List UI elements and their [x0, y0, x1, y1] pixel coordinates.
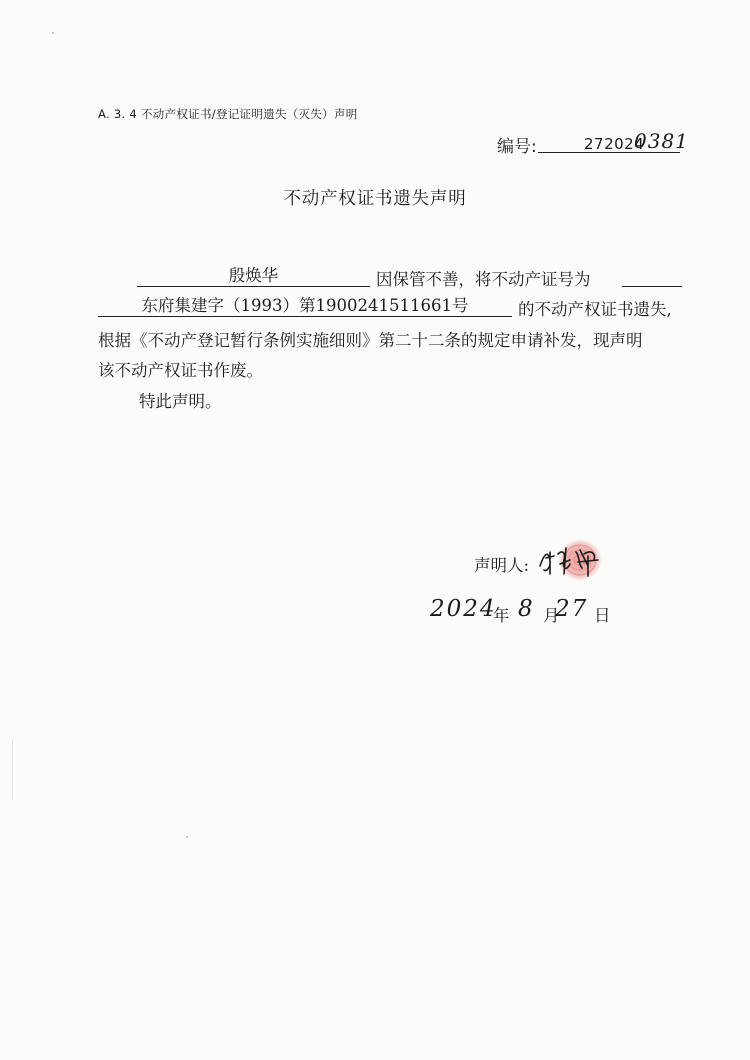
date-day-handwritten: 27 — [555, 596, 589, 622]
date-month-handwritten: 8 — [518, 596, 535, 622]
date-month-label: 月 — [543, 606, 560, 625]
handwritten-signature — [536, 540, 604, 580]
date-day-label: 日 — [594, 606, 611, 625]
document-title: 不动产权证书遗失声明 — [283, 189, 467, 209]
scan-speck — [186, 836, 188, 838]
statement-line-4: 该不动产权证书作废。 — [98, 361, 263, 380]
statement-line-3: 根据《不动产登记暂行条例实施细则》第二十二条的规定申请补发，现声明 — [98, 331, 643, 350]
declarant-label: 声明人: — [474, 556, 530, 575]
declarant-name-field: 殷焕华 — [137, 266, 370, 287]
statement-line-2: 的不动产权证书遗失, — [518, 300, 672, 319]
statement-line-1-blank — [622, 266, 682, 287]
closing-statement: 特此声明。 — [139, 392, 222, 411]
certificate-number-field: 东府集建字（1993）第1900241511661号 — [98, 296, 512, 317]
serial-number-field — [538, 129, 689, 153]
document-code: A. 3. 4 不动产权证书/登记证明遗失（灭失）声明 — [98, 107, 358, 121]
statement-line-1: 因保管不善，将不动产证号为 — [376, 270, 591, 289]
scan-edge-shadow — [12, 740, 13, 800]
date-year-handwritten: 2024 — [430, 596, 497, 622]
scan-speck — [52, 32, 54, 34]
date-year-label: 年 — [493, 606, 510, 625]
serial-number-handwritten: 0381 — [634, 129, 689, 153]
serial-number-label: 编号: — [497, 137, 537, 157]
serial-number-printed: 272024 — [584, 135, 645, 153]
